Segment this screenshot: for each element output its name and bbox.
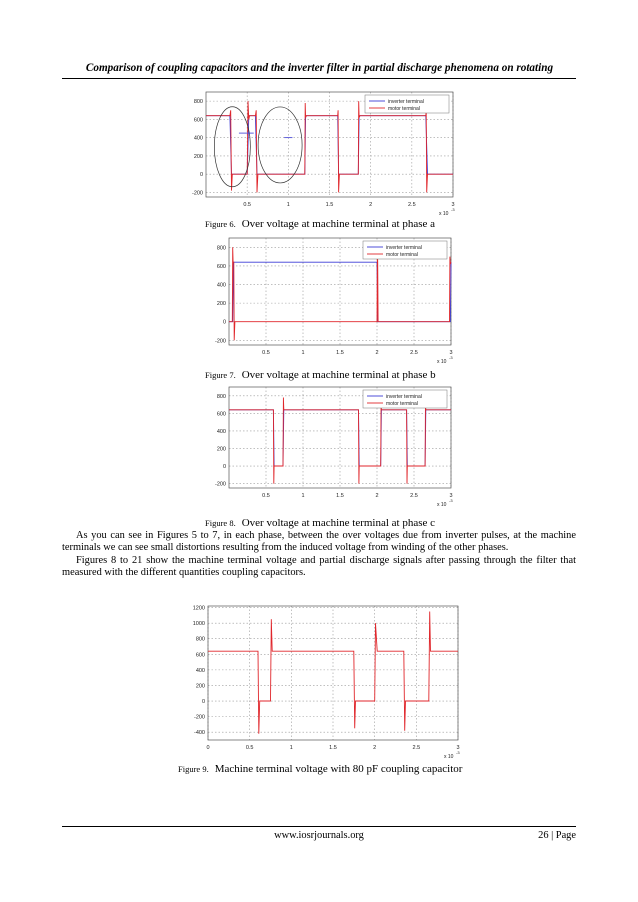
y-tick-label: 600 [216, 263, 226, 270]
y-tick-label: 800 [195, 636, 205, 643]
x-tick-label: 3 [449, 493, 453, 499]
x-exponent-superscript: -3 [456, 750, 460, 755]
legend-label: inverter terminal [388, 99, 424, 105]
y-tick-label: 200 [216, 301, 226, 308]
fig6-svg [176, 87, 458, 221]
y-tick-label: 400 [216, 282, 226, 289]
x-tick-label: 1.5 [336, 493, 344, 499]
figure-6-caption [205, 218, 435, 230]
fig9-svg [178, 600, 466, 768]
y-tick-label: 200 [216, 446, 226, 453]
x-tick-label: 3 [449, 350, 453, 356]
x-tick-label: 2 [375, 493, 379, 499]
x-tick-label: 1 [289, 745, 293, 751]
figure-6-label: Figure 6. [205, 219, 236, 229]
x-exponent-superscript: -3 [451, 207, 455, 212]
y-tick-label: -200 [191, 190, 203, 197]
figure-8-label: Figure 8. [205, 518, 236, 528]
y-tick-label: 600 [195, 652, 205, 659]
y-tick-label: 0 [199, 172, 203, 179]
y-tick-label: 0 [201, 699, 205, 706]
y-tick-label: -200 [214, 481, 226, 488]
figure-7-plot [199, 233, 455, 367]
x-tick-label: 1 [301, 493, 305, 499]
footer-rule [62, 826, 576, 827]
x-tick-label: 2 [373, 745, 377, 751]
y-tick-label: 800 [216, 245, 226, 252]
legend-label: inverter terminal [386, 245, 422, 251]
figure-8-plot [199, 382, 455, 510]
y-tick-label: -400 [193, 730, 205, 737]
y-tick-label: -200 [193, 714, 205, 721]
figure-7-label: Figure 7. [205, 370, 236, 380]
x-tick-label: 1 [286, 202, 290, 208]
figure-7-caption-text: Over voltage at machine terminal at phase b [241, 369, 436, 381]
figure-6-caption-text: Over voltage at machine terminal at phase a [241, 218, 436, 230]
fig8-svg [199, 382, 455, 510]
x-tick-label: 0.5 [245, 745, 254, 751]
y-tick-label: 0 [222, 319, 226, 326]
x-tick-label: 0.5 [243, 202, 251, 208]
x-tick-label: 2.5 [412, 745, 421, 751]
x-exponent-superscript: -3 [449, 355, 453, 360]
figure-8-caption-text: Over voltage at machine terminal at phase c [241, 517, 436, 529]
x-tick-label: 0.5 [262, 350, 270, 356]
x-tick-label: 1.5 [325, 202, 334, 208]
y-tick-label: 1200 [192, 605, 205, 612]
x-exponent-label: x 10 [437, 502, 447, 508]
x-tick-label: 3 [451, 202, 455, 208]
x-tick-label: 0.5 [262, 493, 270, 499]
x-tick-label: 1 [301, 350, 305, 356]
y-tick-label: 200 [193, 153, 203, 160]
x-exponent-superscript: -3 [449, 498, 453, 503]
figure-8-caption [205, 517, 435, 529]
running-header: Comparison of coupling capacitors and the inverter filter in partial discharge phenomena on rotating [85, 62, 554, 74]
y-tick-label: 400 [195, 667, 205, 674]
legend-label: motor terminal [386, 252, 418, 258]
header-rule [62, 78, 576, 79]
y-tick-label: 600 [193, 117, 203, 124]
figure-9-caption-text: Machine terminal voltage with 80 pF coupling capacitor [214, 763, 463, 775]
x-tick-label: 1.5 [336, 350, 344, 356]
x-tick-label: 1.5 [329, 745, 337, 751]
y-tick-label: 800 [216, 393, 226, 400]
figure-9-caption [178, 763, 462, 775]
zoom-ellipse [258, 107, 302, 183]
x-tick-label: 0 [206, 745, 210, 751]
y-tick-label: 1000 [192, 621, 205, 628]
figure-9-label: Figure 9. [178, 764, 209, 774]
y-tick-label: 400 [216, 428, 226, 435]
y-tick-label: 800 [193, 99, 203, 106]
y-tick-label: 200 [195, 683, 205, 690]
x-exponent-label: x 10 [437, 359, 447, 365]
legend-label: inverter terminal [386, 394, 422, 400]
legend-label: motor terminal [388, 106, 420, 112]
figure-6-plot [176, 87, 458, 221]
legend-label: motor terminal [386, 401, 418, 407]
x-exponent-label: x 10 [444, 754, 454, 760]
fig7-svg [199, 233, 455, 367]
x-exponent-label: x 10 [439, 211, 449, 217]
x-tick-label: 2 [369, 202, 373, 208]
x-tick-label: 2.5 [410, 493, 418, 499]
body-text [62, 530, 576, 580]
x-tick-label: 3 [456, 745, 460, 751]
figure-7-caption [205, 369, 436, 381]
paragraph-1: As you can see in Figures 5 to 7, in each phase, between the over voltages due from inverter pulses, at the machine terminals we can see small distortions resulting from the induced voltage from winding of the other phases. [62, 530, 576, 554]
footer-page-number: 26 | Page [538, 830, 576, 841]
paragraph-2: Figures 8 to 21 show the machine terminal voltage and partial discharge signals after passing through the filter that measured with the different quantities coupling capacitors. [62, 554, 576, 579]
y-tick-label: 0 [222, 464, 226, 471]
x-tick-label: 2.5 [408, 202, 416, 208]
y-tick-label: 600 [216, 411, 226, 418]
x-tick-label: 2.5 [410, 350, 418, 356]
figure-9-plot [178, 600, 466, 768]
y-tick-label: 400 [193, 135, 203, 142]
x-tick-label: 2 [375, 350, 379, 356]
footer-site: www.iosrjournals.org [274, 830, 364, 841]
y-tick-label: -200 [214, 338, 226, 345]
